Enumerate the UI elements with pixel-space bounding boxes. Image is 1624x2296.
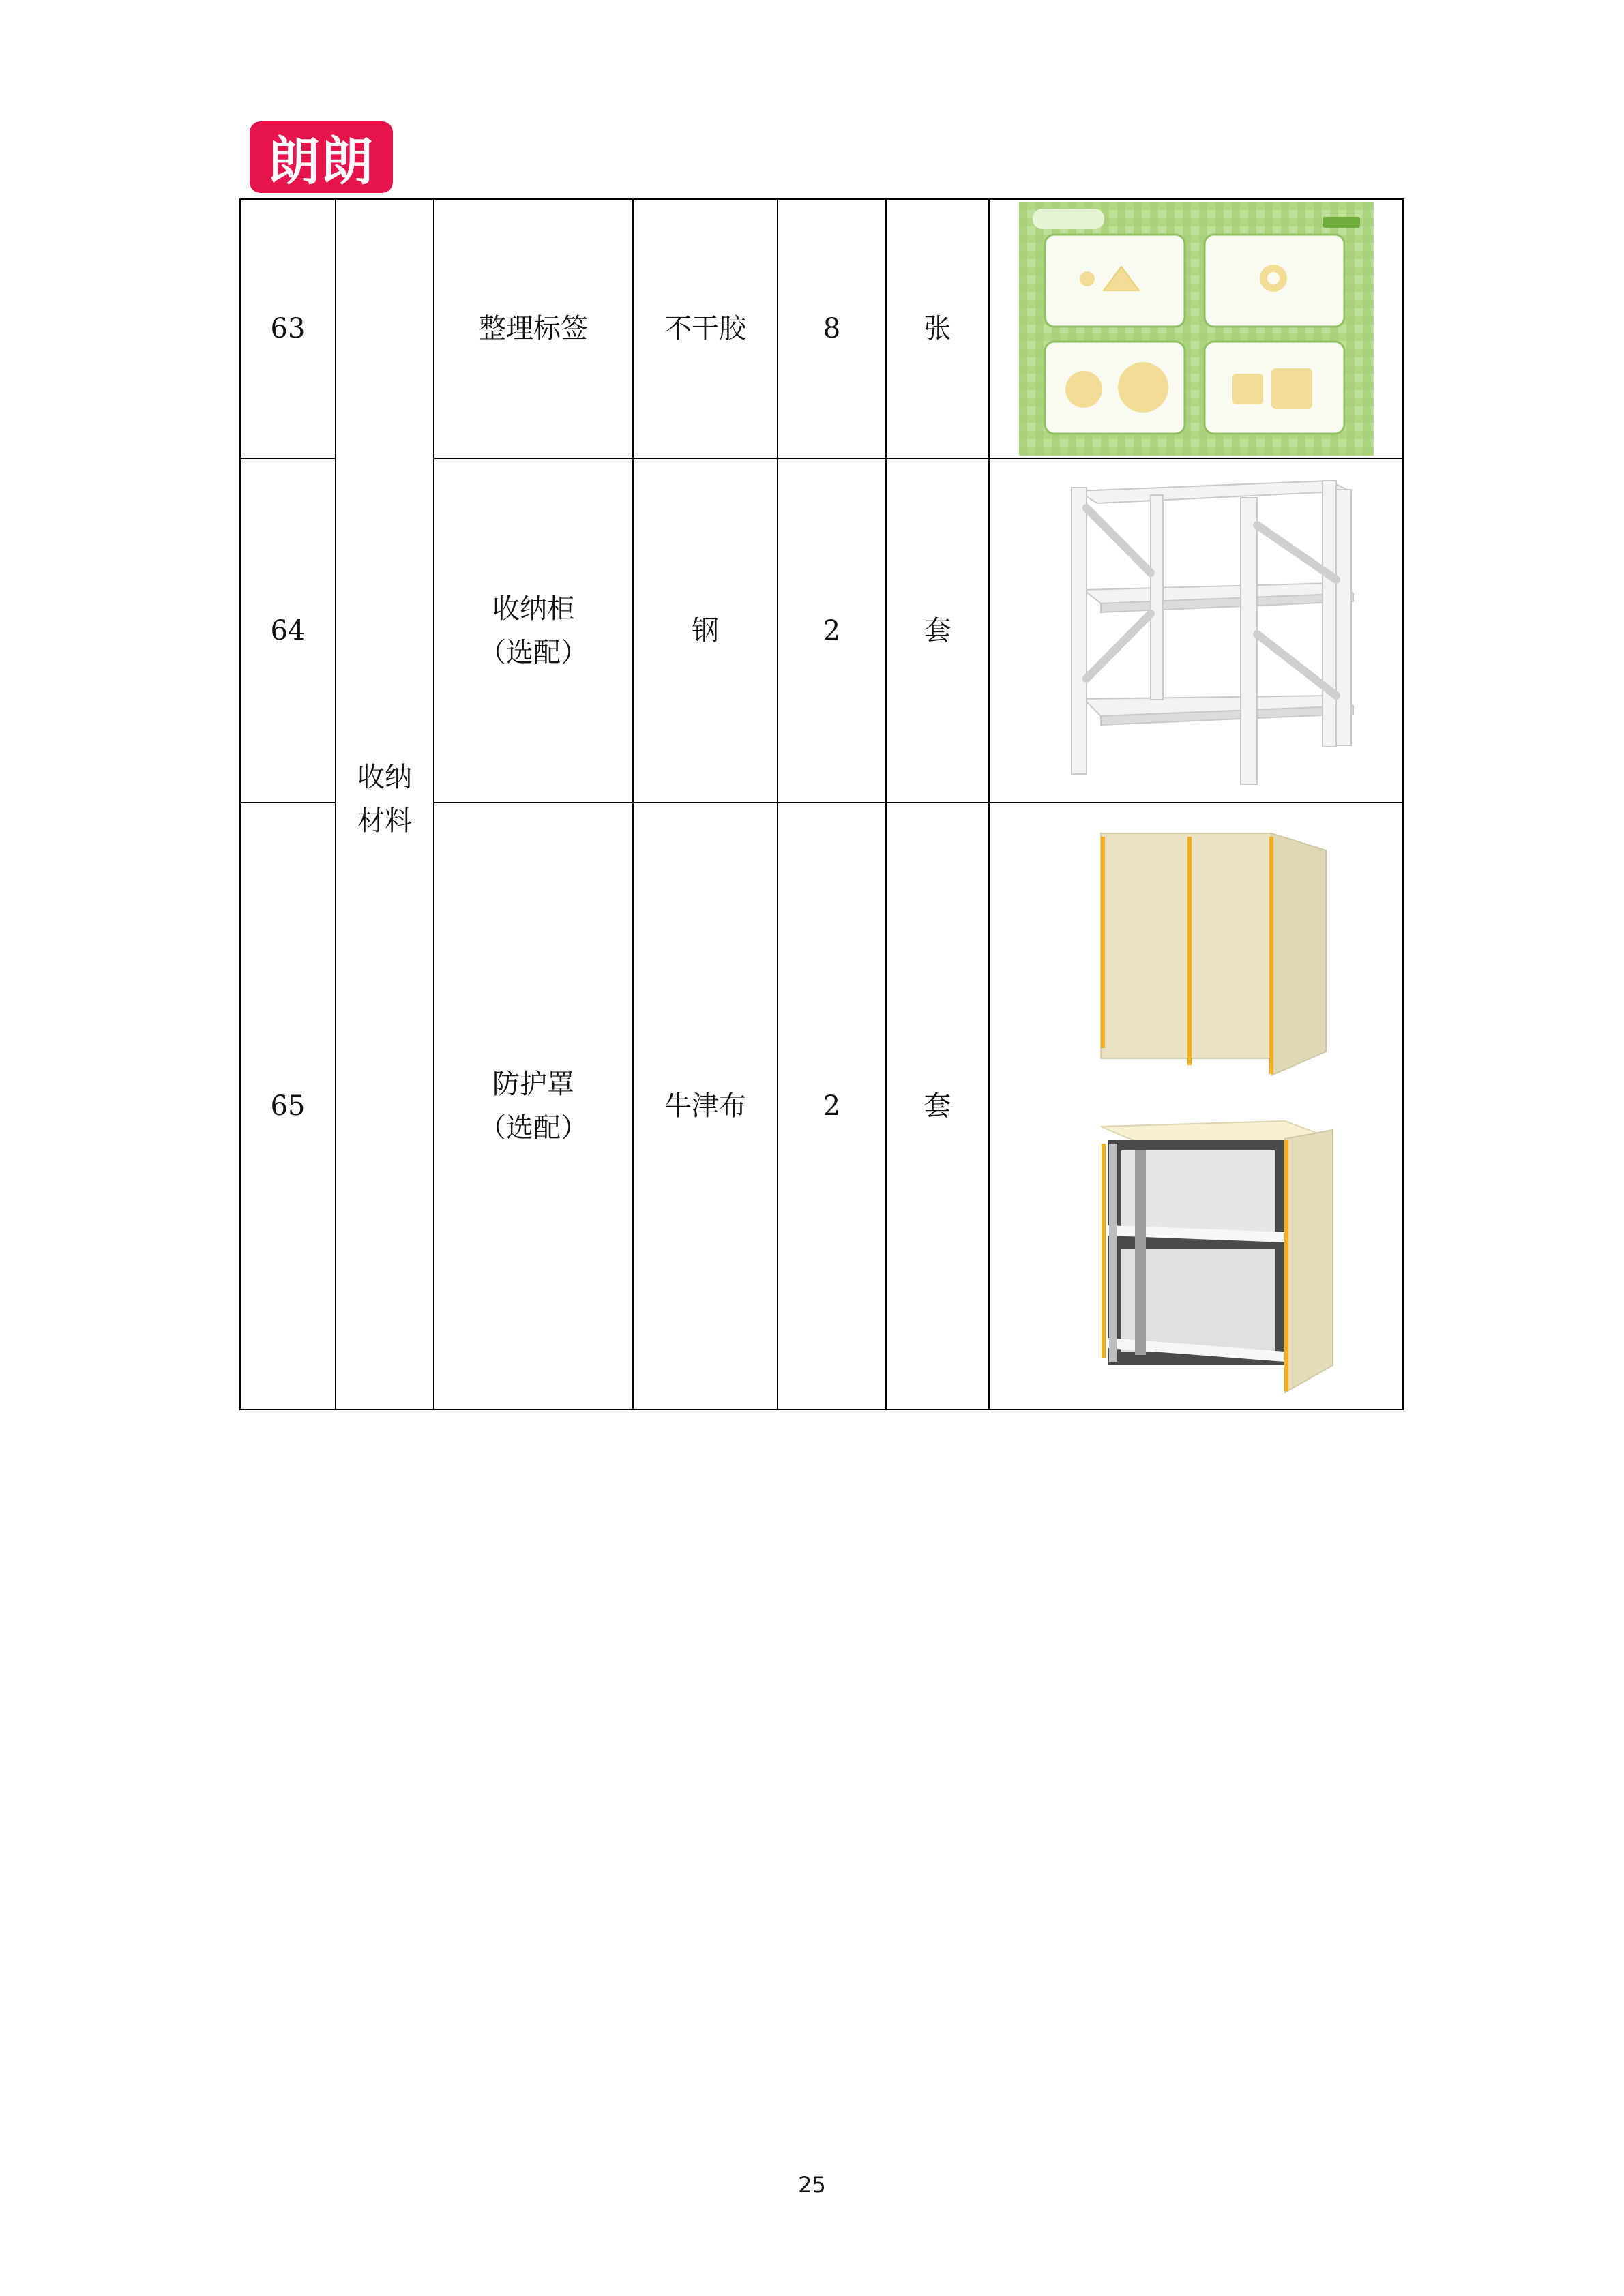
category-label-line1: 收纳	[357, 762, 412, 793]
row-number: 63	[240, 199, 336, 458]
item-image-cell	[989, 803, 1403, 1410]
category-cell	[336, 199, 434, 1410]
row-number: 64	[240, 458, 336, 803]
item-image-cell	[989, 458, 1403, 803]
item-material: 钢	[633, 458, 778, 803]
shelf-protective-cover-image	[1033, 813, 1360, 1399]
item-quantity: 2	[778, 458, 886, 803]
item-name: 整理标签	[434, 199, 633, 458]
item-name: 防护罩 （选配）	[434, 803, 633, 1410]
item-unit: 套	[886, 458, 989, 803]
item-image-cell	[989, 199, 1403, 458]
item-unit: 张	[886, 199, 989, 458]
inventory-table	[239, 198, 1404, 1410]
steel-shelf-rack-image	[1036, 471, 1357, 791]
page-number: 25	[798, 2172, 826, 2198]
item-quantity: 2	[778, 803, 886, 1410]
table-row	[240, 199, 1403, 458]
category-label-line2: 材料	[357, 805, 412, 837]
item-material: 牛津布	[633, 803, 778, 1410]
item-unit: 套	[886, 803, 989, 1410]
item-material: 不干胶	[633, 199, 778, 458]
label-sticker-sheet-image	[1019, 202, 1374, 456]
brand-logo: 朗朗	[250, 121, 393, 193]
item-name: 收纳柜 （选配）	[434, 458, 633, 803]
row-number: 65	[240, 803, 336, 1410]
item-quantity: 8	[778, 199, 886, 458]
